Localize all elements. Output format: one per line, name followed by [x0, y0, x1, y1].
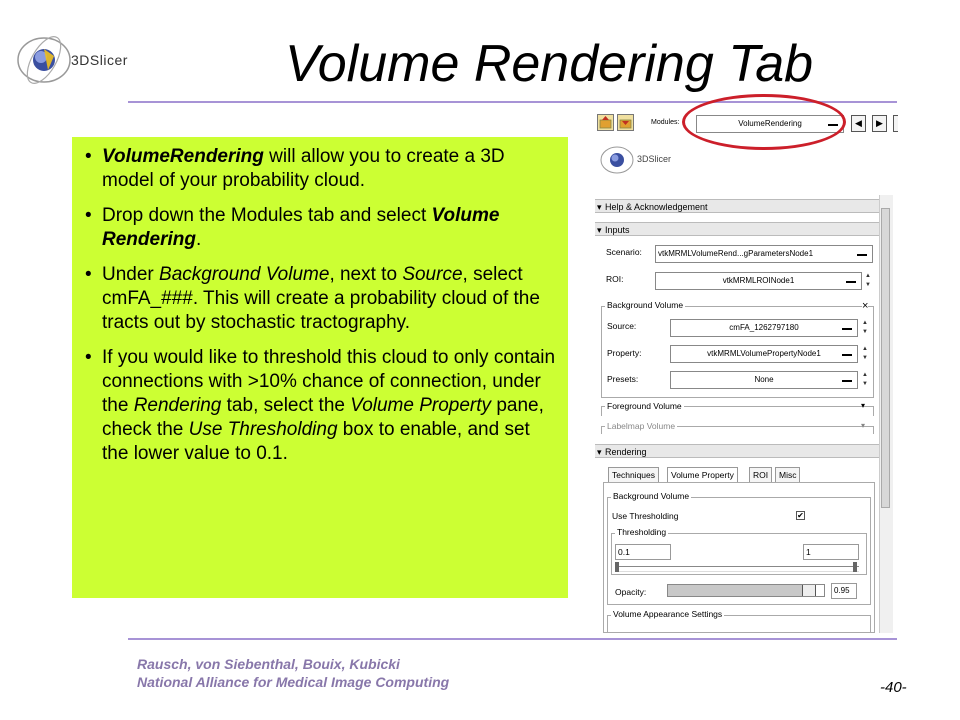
source-dropdown[interactable] [670, 319, 858, 337]
chevron-down-icon [857, 253, 867, 256]
bullet-4-italic-1: Rendering [133, 395, 222, 416]
chevron-down-icon [846, 280, 856, 283]
bullet-2-post: . [195, 229, 202, 250]
source-label: Source: [607, 321, 637, 331]
bullet-4-italic-3: Use Thresholding [188, 419, 338, 440]
presets-dropdown[interactable] [670, 371, 858, 389]
threshold-lower-input[interactable]: 0.1 [615, 544, 671, 560]
bullet-3-italic-1: Background Volume [159, 264, 330, 285]
opacity-handle[interactable] [802, 585, 816, 596]
scenario-value: vtkMRMLVolumeRend...gParametersNode1 [658, 249, 814, 258]
property-spinner[interactable]: ▲ ▼ [862, 346, 868, 361]
bullet-3-mid-1: , next to [329, 264, 403, 285]
background-volume-label: Background Volume [607, 300, 684, 310]
foreground-volume-label: Foreground Volume [607, 401, 682, 411]
threshold-upper-input[interactable]: 1 [803, 544, 859, 560]
slicer-logo [14, 30, 134, 90]
arrow-right-icon: ▶ [876, 118, 883, 128]
highlight-oval [682, 94, 846, 150]
close-icon[interactable]: × [862, 300, 869, 312]
page-number: -40- [880, 679, 907, 696]
thresholding-label: Thresholding [617, 527, 667, 537]
volume-appearance-label: Volume Appearance Settings [613, 609, 723, 619]
modules-dropdown-value: VolumeRendering [738, 119, 802, 128]
tab-misc[interactable]: Misc [775, 467, 800, 483]
presets-value: None [754, 375, 774, 384]
slide-title: Volume Rendering Tab [285, 35, 814, 93]
modules-label: Modules: [651, 119, 680, 126]
help-section-label: Help & Acknowledgement [605, 202, 708, 212]
opacity-value-input[interactable]: 0.95 [831, 583, 857, 599]
bullet-1-text: will allow you to create a 3D model of your probability cloud. [102, 146, 505, 191]
checkbox-icon: ✔ [797, 511, 804, 520]
tab-roi[interactable]: ROI [749, 467, 772, 483]
bullet-2-pre: Drop down the Modules tab and select [102, 205, 432, 226]
scenario-dropdown[interactable] [655, 245, 873, 263]
rendering-section-header[interactable] [595, 444, 879, 458]
bullet-4-italic-2: Volume Property [350, 395, 492, 416]
module-forward-button[interactable] [872, 115, 887, 132]
use-thresholding-label: Use Thresholding [612, 511, 679, 521]
tab-techniques[interactable]: Techniques [608, 467, 659, 483]
chevron-down-icon [842, 327, 852, 330]
bullet-2-italic: Volume Rendering [102, 205, 500, 250]
opacity-fill [668, 585, 802, 596]
panel-logo-text: 3DSlicer [637, 154, 672, 164]
opacity-slider[interactable] [667, 584, 825, 597]
scrollbar-thumb[interactable] [881, 208, 890, 508]
bullet-4-mid-2: pane, check the [102, 395, 544, 440]
tab-volume-property[interactable]: Volume Property [667, 467, 738, 483]
chevron-down-icon: ▾ [861, 401, 866, 410]
slicer-logo-icon [14, 30, 74, 90]
chevron-down-icon [842, 379, 852, 382]
rendering-section-label: Rendering [605, 447, 647, 457]
instructions-box [72, 137, 568, 598]
footer-authors: Rausch, von Siebenthal, Bouix, Kubicki [137, 656, 400, 672]
inputs-section-header[interactable] [595, 222, 879, 236]
scenario-label: Scenario: [606, 247, 642, 257]
presets-spinner[interactable]: ▲ ▼ [862, 372, 868, 387]
module-extra-button[interactable] [893, 115, 898, 132]
labelmap-volume-label: Labelmap Volume [607, 421, 676, 431]
bullet-4-post: box to enable, and set the lower value to 0.1. [102, 419, 530, 464]
bullet-list [72, 137, 568, 466]
threshold-lower-handle[interactable] [615, 562, 619, 572]
bullet-1-bold: VolumeRendering [102, 146, 264, 167]
logo-text: 3DSlicer [71, 52, 128, 68]
help-section-header[interactable] [595, 199, 879, 213]
save-icon[interactable] [617, 114, 634, 131]
folder-up-icon[interactable] [597, 114, 614, 131]
module-back-button[interactable] [851, 115, 866, 132]
chevron-down-icon: ▾ [861, 421, 866, 430]
roi-spinner[interactable]: ▲ ▼ [865, 273, 871, 288]
bullet-1 [102, 145, 558, 193]
property-dropdown[interactable] [670, 345, 858, 363]
slicer-logo-icon [599, 142, 635, 178]
roi-value: vtkMRMLROINode1 [722, 276, 795, 285]
bullet-3-pre: Under [102, 264, 160, 285]
bullet-3 [102, 263, 558, 335]
slicer-module-panel [595, 108, 898, 633]
property-value: vtkMRMLVolumePropertyNode1 [707, 349, 821, 358]
roi-dropdown[interactable] [655, 272, 862, 290]
use-thresholding-checkbox[interactable] [796, 511, 805, 520]
property-label: Property: [607, 348, 642, 358]
inputs-section-label: Inputs [605, 225, 630, 235]
chevron-down-icon [842, 353, 852, 356]
vp-background-label: Background Volume [613, 491, 690, 501]
opacity-label: Opacity: [615, 587, 647, 597]
bullet-2 [102, 204, 558, 252]
threshold-range-slider[interactable] [615, 566, 859, 572]
footer-organization: National Alliance for Medical Image Computing [137, 674, 450, 690]
bullet-4-mid-1: tab, select the [221, 395, 351, 416]
bullet-4-pre: If you would like to threshold this cloud to only contain connections with >10% chance of connection, under the [102, 347, 556, 416]
arrow-left-icon: ◀ [855, 118, 862, 128]
bullet-3-mid-2: , select cmFA_###. This will create a probability cloud of the tracts out by stochastic tractography. [102, 264, 540, 333]
bullet-3-italic-2: Source [402, 264, 463, 285]
threshold-upper-handle[interactable] [853, 562, 857, 572]
bullet-4 [102, 346, 558, 466]
roi-label: ROI: [606, 274, 624, 284]
presets-label: Presets: [607, 374, 639, 384]
source-value: cmFA_1262797180 [729, 323, 799, 332]
source-spinner[interactable]: ▲ ▼ [862, 320, 868, 335]
panel-logo [599, 142, 679, 178]
bottom-rule [128, 638, 897, 640]
